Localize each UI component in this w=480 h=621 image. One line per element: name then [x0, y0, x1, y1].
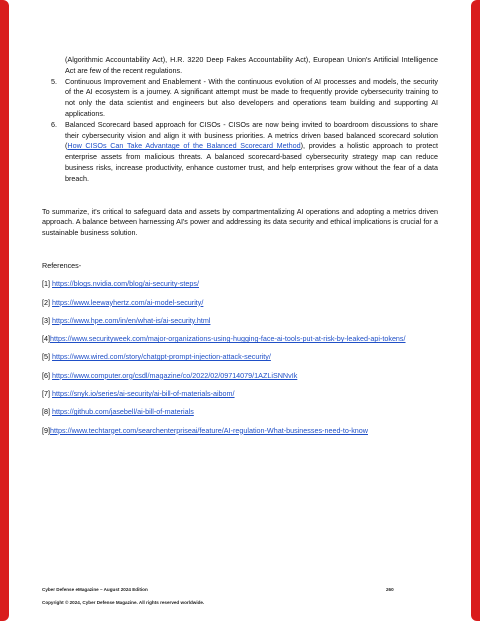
reference-item [42, 426, 438, 437]
reference-item [42, 334, 438, 345]
reference-link[interactable]: https://blogs.nvidia.com/blog/ai-security-steps/ [52, 279, 200, 289]
list-item-6-number: 6. [51, 119, 57, 129]
list-item-5-text: Continuous Improvement and Enablement - With the continuous evolution of AI processes and models, the security of the AI ecosystem is a journey. A significant attempt must be made to frequently provide cybersecurity training to not only the data scientist and engineers but also developers and operations team building and supporting AI applications. [65, 76, 438, 118]
balanced-scorecard-link[interactable]: How CISOs Can Take Advantage of the Balanced Scorecard Method [67, 141, 301, 151]
reference-item [42, 298, 438, 309]
reference-number: [2] [42, 297, 52, 307]
reference-link[interactable]: https://www.computer.org/csdl/magazine/co/2022/02/09714079/1AZLiSNNvIk [52, 370, 298, 380]
reference-item [42, 316, 438, 327]
left-red-border [0, 0, 9, 621]
reference-number: [9] [42, 425, 50, 435]
reference-number: [1] [42, 279, 52, 289]
right-red-border [471, 0, 480, 621]
reference-link[interactable]: https://www.leewayhertz.com/ai-model-security/ [52, 297, 204, 307]
reference-link[interactable]: https://snyk.io/series/ai-security/ai-bill-of-materials-aibom/ [52, 389, 235, 399]
reference-item [42, 371, 438, 382]
reference-number: [3] [42, 315, 52, 325]
reference-link[interactable]: https://www.wired.com/story/chatgpt-prompt-injection-attack-security/ [52, 352, 271, 362]
list-item-6-text-after: ), provides a holistic approach to protect enterprise assets from malicious threats. A balanced scorecard-based cybersecurity strategy map can reduce business risks, increase productivity, enhance customer trust, and help enterprises grow without the fear of a data breach. [65, 141, 438, 183]
references-list [42, 279, 438, 436]
list-item-5-number: 5. [51, 76, 57, 86]
page-number: 260 [386, 587, 394, 592]
summary-paragraph: To summarize, it's critical to safeguard data and assets by compartmentalizing AI operations and adopting a metrics driven approach. A balance between harnessing AI's power and addressing its data security and ethical implications is crucial for a sustainable business solution. [42, 206, 438, 238]
reference-item [42, 407, 438, 418]
reference-item [42, 389, 438, 400]
reference-number: [4] [42, 334, 50, 344]
reference-item [42, 352, 438, 363]
reference-number: [6] [42, 370, 52, 380]
footer-edition: Cyber Defense eMagazine – August 2024 Edition [42, 587, 148, 592]
list-item-5 [42, 77, 438, 120]
numbered-list [42, 55, 438, 185]
reference-link[interactable]: https://www.techtarget.com/searchenterpriseai/feature/AI-regulation-What-businesses-need-to-know [50, 425, 368, 435]
reference-link[interactable]: https://github.com/jasebell/ai-bill-of-materials [52, 407, 194, 417]
footer-copyright: Copyright © 2024, Cyber Defense Magazine. All rights reserved worldwide. [42, 600, 205, 605]
reference-item [42, 279, 438, 290]
list-item-6 [42, 120, 438, 185]
reference-link[interactable]: https://www.securityweek.com/major-organizations-using-hugging-face-ai-tools-put-at-risk-by-leaked-api-tokens/ [50, 334, 406, 344]
reference-number: [5] [42, 352, 52, 362]
reference-link[interactable]: https://www.hpe.com/in/en/what-is/ai-security.html [52, 315, 211, 325]
reference-number: [8] [42, 407, 52, 417]
list-item-6-text-before: Balanced Scorecard based approach for CISOs - CISOs are now being invited to boardroom discussions to share their cybersecurity vision and align it with business priorities. A metrics driven based balanced scorecard solution ( [65, 119, 438, 151]
list-item-4-continuation [42, 55, 438, 77]
page-content [42, 55, 438, 436]
reference-number: [7] [42, 389, 52, 399]
list-item-4-text: (Algorithmic Accountability Act), H.R. 3220 Deep Fakes Accountability Act), European Union's Artificial Intelligence Act are few of the recent regulations. [65, 55, 438, 75]
references-heading: References- [42, 260, 82, 270]
